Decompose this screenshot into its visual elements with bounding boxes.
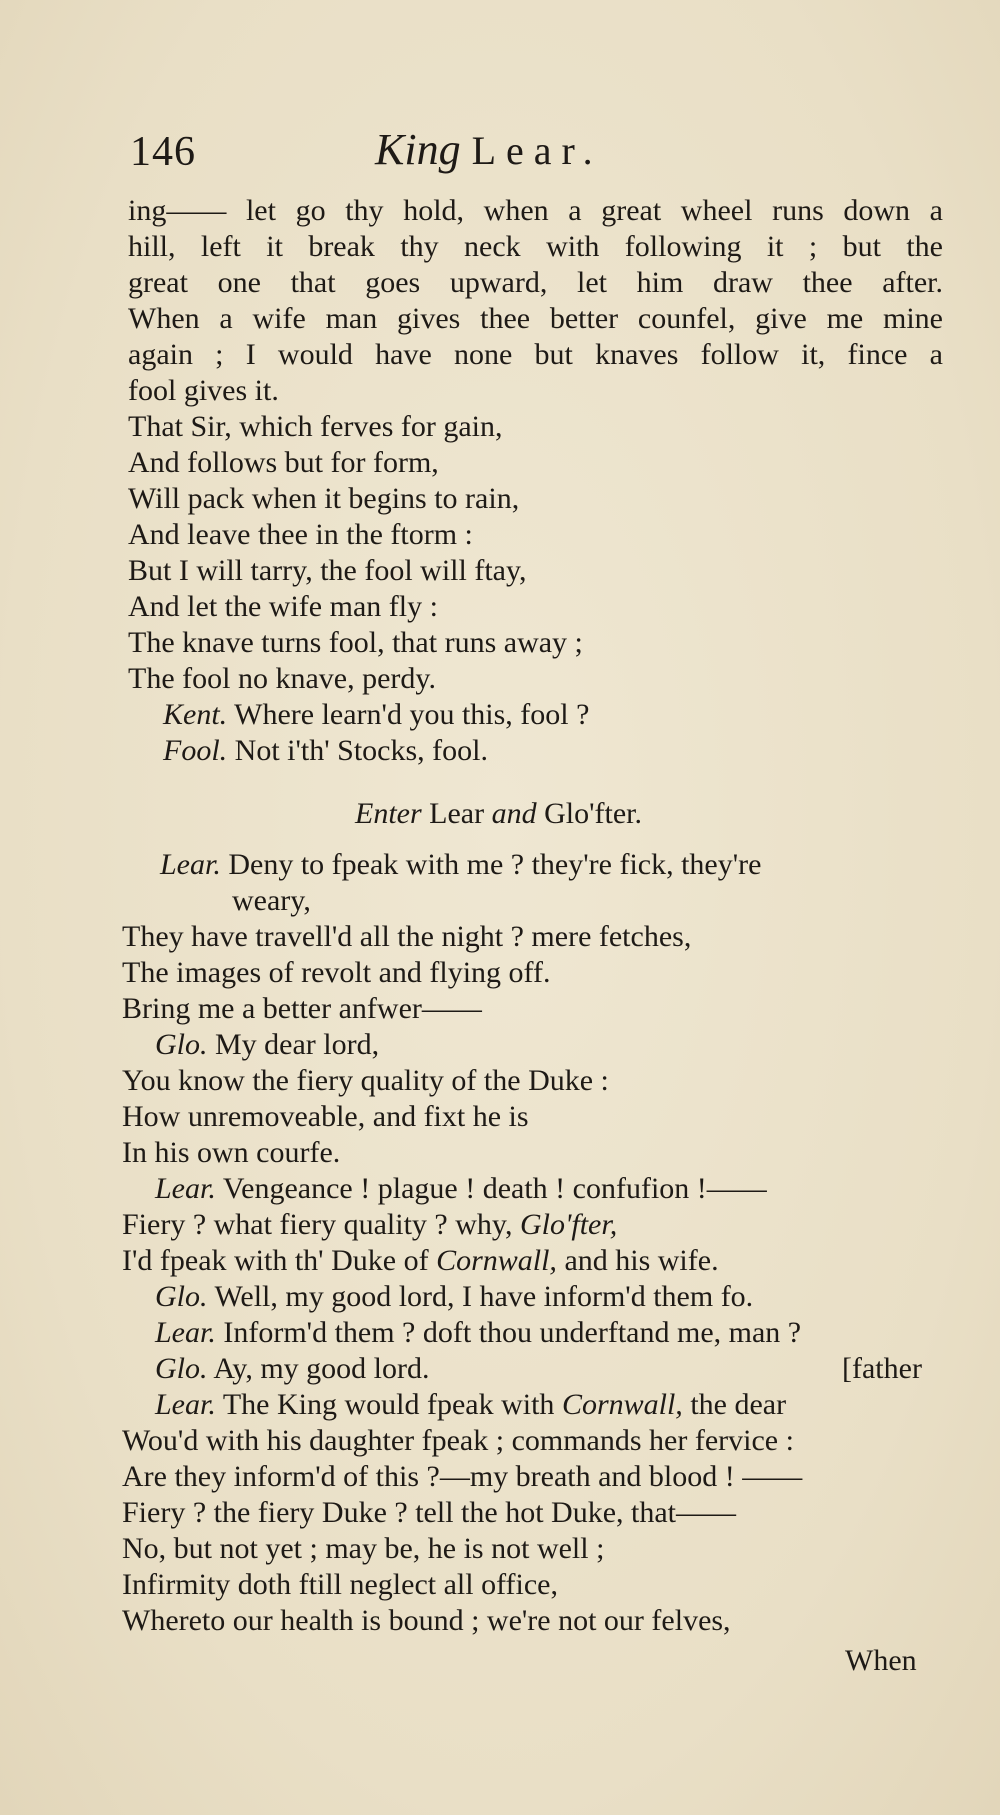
title-king: King (375, 125, 461, 174)
stage-direction (355, 796, 642, 832)
speaker-name: Glo. (155, 1280, 208, 1313)
page-number: 146 (130, 129, 196, 175)
speech-text: Vengeance ! plague ! death ! confufion !—— (222, 1172, 767, 1205)
speaker-name: Fool. (163, 734, 228, 767)
catchword: When (845, 1644, 917, 1677)
verse-line: They have travell'd all the night ? mere fetches, (122, 920, 692, 953)
verse-line: Wou'd with his daughter fpeak ; commands her fervice : (122, 1424, 794, 1457)
prose-line: When a wife man gives thee better counfel, give me mine (128, 302, 943, 335)
speaker-name: Lear. (160, 848, 221, 881)
speech-text: Well, my good lord, I have inform'd them fo. (214, 1280, 754, 1313)
speaker-name: Glo. (155, 1028, 208, 1061)
verse-text: and his wife. (564, 1244, 719, 1277)
speech-continuation: weary, (232, 884, 311, 917)
stage-name-lear: Lear (429, 797, 485, 830)
character-name: Cornwall, (561, 1388, 683, 1421)
verse-line: The images of revolt and flying off. (122, 956, 551, 989)
song-line: And follows but for form, (128, 446, 439, 479)
running-title (375, 124, 603, 175)
prose-line: great one that goes upward, let him draw thee after. (128, 266, 943, 299)
song-line: And let the wife man fly : (128, 590, 438, 623)
speech-text: Ay, my good lord. (213, 1352, 430, 1385)
verse-line: Fiery ? the fiery Duke ? tell the hot Duke, that—— (122, 1496, 736, 1529)
verse-line: No, but not yet ; may be, he is not well ; (122, 1532, 605, 1565)
speech-text: Inform'd them ? doft thou underftand me, man ? (223, 1316, 802, 1349)
character-name: Cornwall, (436, 1244, 557, 1277)
speaker-name: Kent. (163, 698, 228, 731)
stage-enter: Enter (355, 797, 422, 830)
speech-text: Not i'th' Stocks, fool. (234, 734, 488, 767)
verse-line: You know the fiery quality of the Duke : (122, 1064, 609, 1097)
speaker-name: Lear. (155, 1172, 216, 1205)
song-line: Will pack when it begins to rain, (128, 482, 520, 515)
prose-line: again ; I would have none but knaves follow it, fince a (128, 338, 943, 371)
speech-line (155, 1315, 801, 1351)
speaker-name: Lear. (155, 1316, 216, 1349)
speech-line (155, 1351, 429, 1387)
song-line: But I will tarry, the fool will ftay, (128, 554, 527, 587)
prose-line: hill, left it break thy neck with following it ; but the (128, 230, 943, 263)
verse-line: Whereto our health is bound ; we're not our felves, (122, 1604, 731, 1637)
prose-line: ing—— let go thy hold, when a great wheel runs down a (128, 194, 943, 227)
verse-line: In his own courfe. (122, 1136, 341, 1169)
speech-line (155, 1387, 786, 1423)
speech-line (160, 847, 761, 883)
verse-line: How unremoveable, and fixt he is (122, 1100, 529, 1133)
character-name: Glo'fter, (519, 1208, 618, 1241)
speaker-name: Lear. (155, 1388, 216, 1421)
verse-line: Infirmity doth ftill neglect all office, (122, 1568, 558, 1601)
speech-line (163, 733, 488, 769)
song-line: The fool no knave, perdy. (128, 662, 436, 695)
stage-and: and (491, 797, 537, 830)
turnover-word: [father (842, 1352, 922, 1385)
speech-text: the dear (690, 1388, 787, 1421)
speech-text: My dear lord, (215, 1028, 380, 1061)
verse-text: Fiery ? what fiery quality ? why, (122, 1208, 513, 1241)
speech-text: The King would fpeak with (222, 1388, 555, 1421)
verse-text: I'd fpeak with th' Duke of (122, 1244, 429, 1277)
prose-line: fool gives it. (128, 374, 279, 407)
verse-line: Are they inform'd of this ?—my breath and blood ! —— (122, 1460, 803, 1493)
running-header (130, 120, 940, 184)
song-line: That Sir, which ferves for gain, (128, 410, 503, 443)
song-line: The knave turns fool, that runs away ; (128, 626, 583, 659)
speech-line (155, 1279, 753, 1315)
stage-name-gloster: Glo'fter. (544, 797, 642, 830)
speech-line (155, 1171, 767, 1207)
speech-text: Deny to fpeak with me ? they're fick, they're (228, 848, 762, 881)
speech-text: Where learn'd you this, fool ? (234, 698, 590, 731)
speech-line (155, 1027, 379, 1063)
verse-line (122, 1207, 617, 1243)
verse-line (122, 1243, 719, 1279)
speech-line (163, 697, 589, 733)
verse-line: Bring me a better anfwer—— (122, 992, 482, 1025)
title-lear: Lear. (471, 128, 603, 173)
song-line: And leave thee in the ftorm : (128, 518, 473, 551)
speaker-name: Glo. (155, 1352, 208, 1385)
